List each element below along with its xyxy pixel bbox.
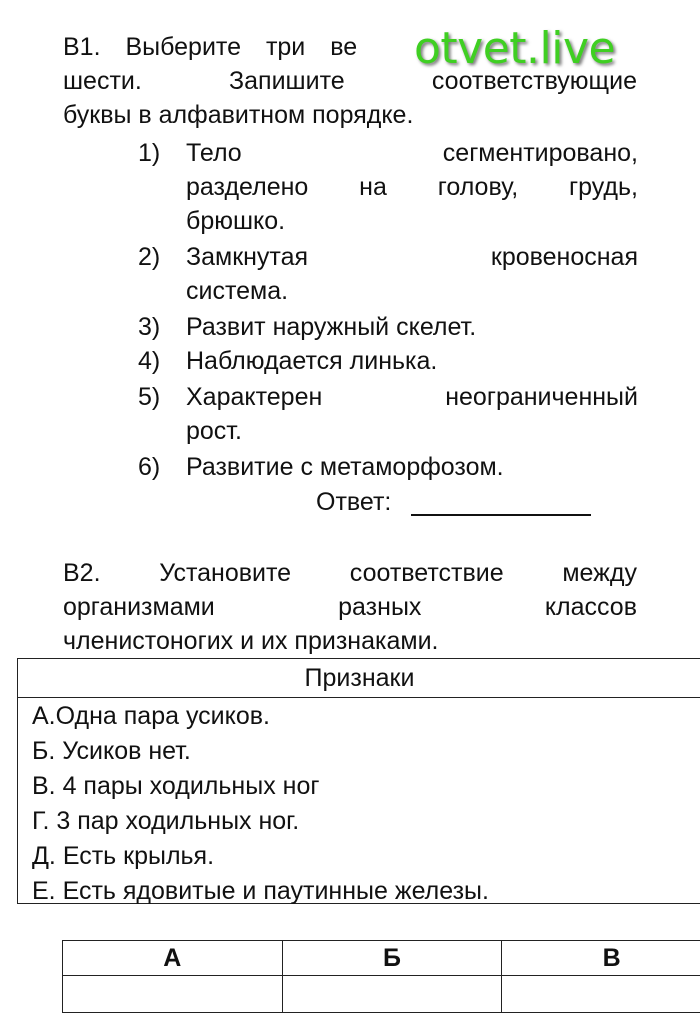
answer-table: [62, 940, 700, 1013]
answer-column-header: В: [502, 941, 700, 976]
b1-option-1: [138, 136, 638, 238]
answer-label: Ответ:: [316, 488, 392, 516]
answer-blank[interactable]: [411, 514, 591, 516]
sign-row-d: Д. Есть крылья.: [32, 842, 215, 870]
b2-line-2: организмами разных классов: [63, 593, 637, 621]
option-number: 1): [138, 139, 161, 167]
answer-table-input-row: [63, 976, 700, 1013]
b1-line-1: В1. Выберите три ве: [63, 33, 358, 61]
option-line: Развитие с метаморфозом.: [186, 453, 504, 481]
b2-line-3: членистоногих и их признаками.: [63, 627, 439, 655]
sign-row-e: Е. Есть ядовитые и паутинные железы.: [32, 877, 489, 905]
sign-row-g: Г. 3 пар ходильных ног.: [32, 807, 300, 835]
option-line: Тело сегментировано,: [186, 139, 638, 167]
option-line: Наблюдается линька.: [186, 347, 438, 375]
option-line: рост.: [186, 417, 242, 445]
option-number: 6): [138, 453, 161, 481]
b1-option-6: [138, 450, 638, 484]
answer-cell[interactable]: [63, 976, 283, 1013]
sign-row-v: В. 4 пары ходильных ног: [32, 772, 320, 800]
answer-column-header: А: [63, 941, 283, 976]
option-line: система.: [186, 277, 289, 305]
answer-cell[interactable]: [502, 976, 700, 1013]
signs-table-header: Признаки: [18, 659, 700, 698]
sign-row-a: А.Одна пара усиков.: [32, 702, 270, 730]
option-line: брюшко.: [186, 207, 286, 235]
b1-line-3: буквы в алфавитном порядке.: [63, 101, 414, 129]
answer-table-header-row: [63, 941, 700, 976]
answer-column-header: Б: [282, 941, 502, 976]
option-line: Развит наружный скелет.: [186, 313, 477, 341]
option-line: Замкнутая кровеносная: [186, 243, 638, 271]
b1-line-2: шести. Запишите соответствующие: [63, 67, 637, 95]
b2-line-1: В2. Установите соответствие между: [63, 559, 637, 587]
b1-option-4: [138, 344, 638, 378]
watermark-logo: otvet.live: [414, 23, 616, 74]
sign-row-b: Б. Усиков нет.: [32, 737, 191, 765]
option-line: разделено на голову, грудь,: [186, 173, 638, 201]
option-number: 2): [138, 243, 161, 271]
option-line: Характерен неограниченный: [186, 383, 638, 411]
answer-cell[interactable]: [282, 976, 502, 1013]
option-number: 3): [138, 313, 161, 341]
b1-option-5: [138, 380, 638, 448]
b2-question-text: [63, 556, 637, 658]
signs-table: [17, 658, 700, 904]
b1-option-3: [138, 310, 638, 344]
option-number: 4): [138, 347, 161, 375]
option-number: 5): [138, 383, 161, 411]
b1-option-2: [138, 240, 638, 308]
